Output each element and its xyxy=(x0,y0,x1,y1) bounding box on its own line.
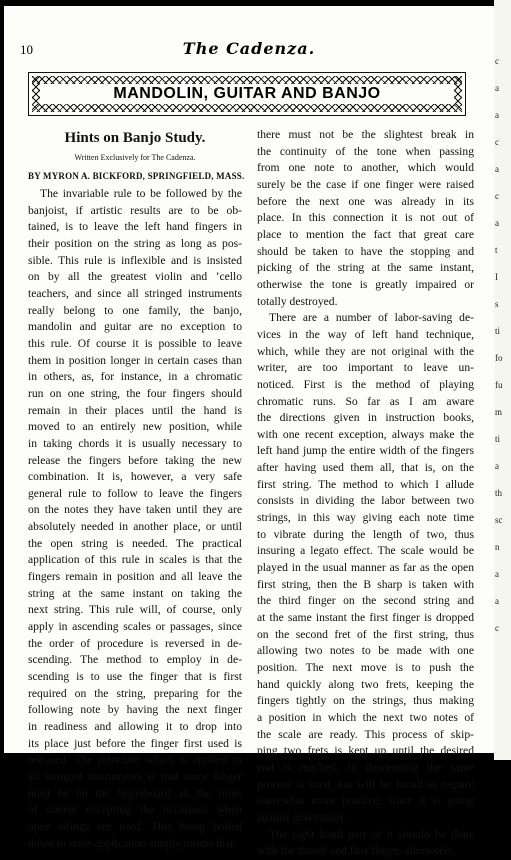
text-line: end is reached. In descending the same xyxy=(257,760,474,774)
right-column-text xyxy=(257,127,474,860)
text-line: should be taken to have the stopping and xyxy=(257,244,474,258)
text-line: ping two frets is kept up until the desired xyxy=(257,744,474,758)
text-line: The invariable rule to be followed by the xyxy=(40,187,242,200)
text-line: on by all the greatest violin and ’cello xyxy=(28,270,242,284)
text-line: insuring a legato effect. The scale would be xyxy=(257,544,474,558)
text-line: moved to an entirely new position, while xyxy=(28,420,242,434)
text-line: in taking chords it is usually necessary to xyxy=(28,436,242,450)
text-line: must be on the fingerboard all the time, xyxy=(28,786,242,800)
text-line: before the next one was already in its xyxy=(257,194,474,208)
text-line: apply in ascending scales or passages, since xyxy=(28,620,242,634)
edge-fragment: a xyxy=(495,218,499,228)
next-page-edge xyxy=(494,0,511,760)
text-line: to vibrate during the length of two, thus xyxy=(257,527,474,541)
text-line: noticed. First is the method of playing xyxy=(257,377,474,391)
text-line: position. The next move is to push the xyxy=(257,661,474,674)
text-line: scending. The method to employ in de- xyxy=(28,653,242,667)
text-line: teachers, and since all stringed instruments xyxy=(28,286,242,300)
text-line: absolutely needed in another place, or until xyxy=(28,520,242,534)
text-line: vices in the way of left hand technique, xyxy=(257,327,474,341)
edge-fragment: fu xyxy=(495,380,503,390)
text-line: first string. The method to which I allude xyxy=(257,477,474,491)
magazine-page xyxy=(4,6,494,858)
text-line: down to scale application simply means that xyxy=(28,836,234,850)
text-line: somewhat more practice, since it is going xyxy=(257,794,474,808)
text-line: released. The principle which is applied to xyxy=(28,753,242,767)
text-line: the scale are ready. This process of skip- xyxy=(257,727,474,741)
text-line: played in the usual manner as far as the open xyxy=(257,561,474,575)
edge-fragment: c xyxy=(495,191,499,201)
text-line: on the second fret of the first string, thus xyxy=(257,627,474,641)
left-column xyxy=(28,127,245,852)
text-line: tained, is to leave the left hand fingers in xyxy=(28,220,242,234)
left-column-text xyxy=(28,186,242,852)
text-line: application of this rule in scales is that the xyxy=(28,553,242,567)
text-line: fingers tightly on the strings, thus making xyxy=(257,694,474,708)
text-line: place. In this connection it is not out of xyxy=(257,211,474,225)
text-line: hand quickly along two frets, keeping the xyxy=(257,677,474,691)
text-line: There are a number of labor-saving de- xyxy=(269,311,474,325)
text-line: a position in which the next two notes of xyxy=(257,710,474,724)
magazine-title: The Cadenza. xyxy=(182,39,316,58)
text-line: chromatic runs. So far as I am aware xyxy=(257,394,474,408)
edge-fragment: th xyxy=(495,488,503,498)
text-line: its place just before the finger first used is xyxy=(28,736,242,750)
section-banner xyxy=(28,72,466,116)
text-line: really belong to one family, the banjo, xyxy=(28,303,242,317)
text-line: open strings are used. This being boiled xyxy=(28,819,242,833)
exclusive-note: Written Exclusively for The Cadenza. xyxy=(74,153,196,162)
text-line: banjoist, if artistic results are to be ob- xyxy=(28,203,242,217)
text-line: the directions given in instruction books, xyxy=(257,411,474,425)
banner-border-bottom xyxy=(32,104,462,112)
text-line: their position on the string as long as pos- xyxy=(28,236,242,250)
text-line: allowing two notes to be made with one xyxy=(257,644,474,658)
edge-fragment: fo xyxy=(495,353,503,363)
page-number: 10 xyxy=(20,42,33,57)
text-line: the open string is needed. The practical xyxy=(28,536,242,550)
edge-fragment: a xyxy=(495,164,499,174)
edge-fragment: c xyxy=(495,56,499,66)
text-line: The right hand part of it should be done xyxy=(269,827,474,841)
edge-fragment: sc xyxy=(495,515,503,525)
text-line: with one recent exception, always make the xyxy=(257,427,474,441)
text-line: after having used them all, that is, on the xyxy=(257,461,474,475)
edge-fragment: n xyxy=(495,542,500,552)
text-line: release the fingers before taking the new xyxy=(28,453,242,467)
text-line: following note by having the next finger xyxy=(28,703,242,717)
text-line: in others, as, for instance, in a chromatic xyxy=(28,370,242,384)
edge-fragment: a xyxy=(495,461,499,471)
text-line: writer, are too important to leave un- xyxy=(257,361,474,375)
text-line: next string. This rule will, of course, only xyxy=(28,603,242,617)
text-line: remain in their places until the hand is xyxy=(28,403,242,417)
text-line: scending is to use the finger that is first xyxy=(28,670,242,684)
edge-fragment: t xyxy=(495,245,498,255)
text-line: of course excepting the occasions when xyxy=(28,803,242,817)
text-line: picking of the string at the same instant, xyxy=(257,261,474,275)
text-line: with the thumb and first finger, alternately, xyxy=(257,844,456,858)
edge-fragment: ti xyxy=(495,326,501,336)
text-line: at the same instant the first finger is dropped xyxy=(257,611,474,625)
text-line: the continuity of the tone when passing xyxy=(257,144,474,158)
text-line: first string, then the B sharp is taken with xyxy=(257,577,474,591)
banner-border-top xyxy=(32,76,462,84)
text-line: in readiness and allowing it to drop into xyxy=(28,720,242,733)
text-line: strings, in this way giving each note time xyxy=(257,511,474,525)
edge-fragment: I xyxy=(495,272,498,282)
edge-fragment: c xyxy=(495,137,499,147)
text-line: fingers remain in position and all leave the xyxy=(28,570,242,584)
text-line: totally destroyed. xyxy=(257,294,338,308)
text-line: all stringed instruments is that some finger xyxy=(28,769,242,783)
article-title: Hints on Banjo Study. xyxy=(64,130,206,146)
author-byline: BY MYRON A. BICKFORD, SPRINGFIELD, MASS. xyxy=(28,171,245,181)
edge-fragment: a xyxy=(495,596,499,606)
edge-fragment: a xyxy=(495,83,499,93)
text-line: this rule. Of course it is possible to leave xyxy=(28,336,242,350)
text-line: process is used, but will be found to require xyxy=(257,777,474,791)
edge-fragment: ti xyxy=(495,434,501,444)
text-line: mandolin and guitar are no exception to xyxy=(28,320,242,334)
edge-fragment: s xyxy=(495,299,499,309)
text-line: there must not be the slightest break in xyxy=(257,128,474,141)
text-line: against gravitation. xyxy=(257,810,346,824)
text-line: sible. This rule is inflexible and is insisted xyxy=(28,253,242,267)
text-line: string at the same instant on taking the xyxy=(28,586,242,600)
text-line: run on one string, the four fingers should xyxy=(28,386,242,400)
text-line: the order of procedure is reversed in de- xyxy=(28,636,242,650)
text-line: required on the string, preparing for the xyxy=(28,686,242,700)
edge-fragment: a xyxy=(495,569,499,579)
text-line: consists in dividing the labor between two xyxy=(257,494,474,508)
section-title: MANDOLIN, GUITAR AND BANJO xyxy=(113,85,381,102)
edge-fragment: a xyxy=(495,110,499,120)
text-line: which, while they are not original with the xyxy=(257,344,474,358)
text-line: them in position longer in certain cases than xyxy=(28,353,242,367)
text-line: general rule to follow to leave the fingers xyxy=(28,486,242,500)
text-line: combination. It is, however, a very safe xyxy=(28,470,242,484)
text-line: on the notes they have taken until they are xyxy=(28,503,242,517)
text-line: place to mention the fact that great care xyxy=(257,227,474,241)
text-line: surely be the case if one finger were raised xyxy=(257,177,474,191)
text-line: the third finger on the second string and xyxy=(257,594,474,608)
text-line: left hand jump the entire width of the fingers xyxy=(257,444,474,458)
edge-fragment: m xyxy=(495,407,503,417)
text-line: otherwise the tone is greatly impaired or xyxy=(257,277,474,291)
text-line: from one note to another, which would xyxy=(257,161,474,175)
edge-fragment: c xyxy=(495,623,499,633)
right-column xyxy=(257,127,474,860)
